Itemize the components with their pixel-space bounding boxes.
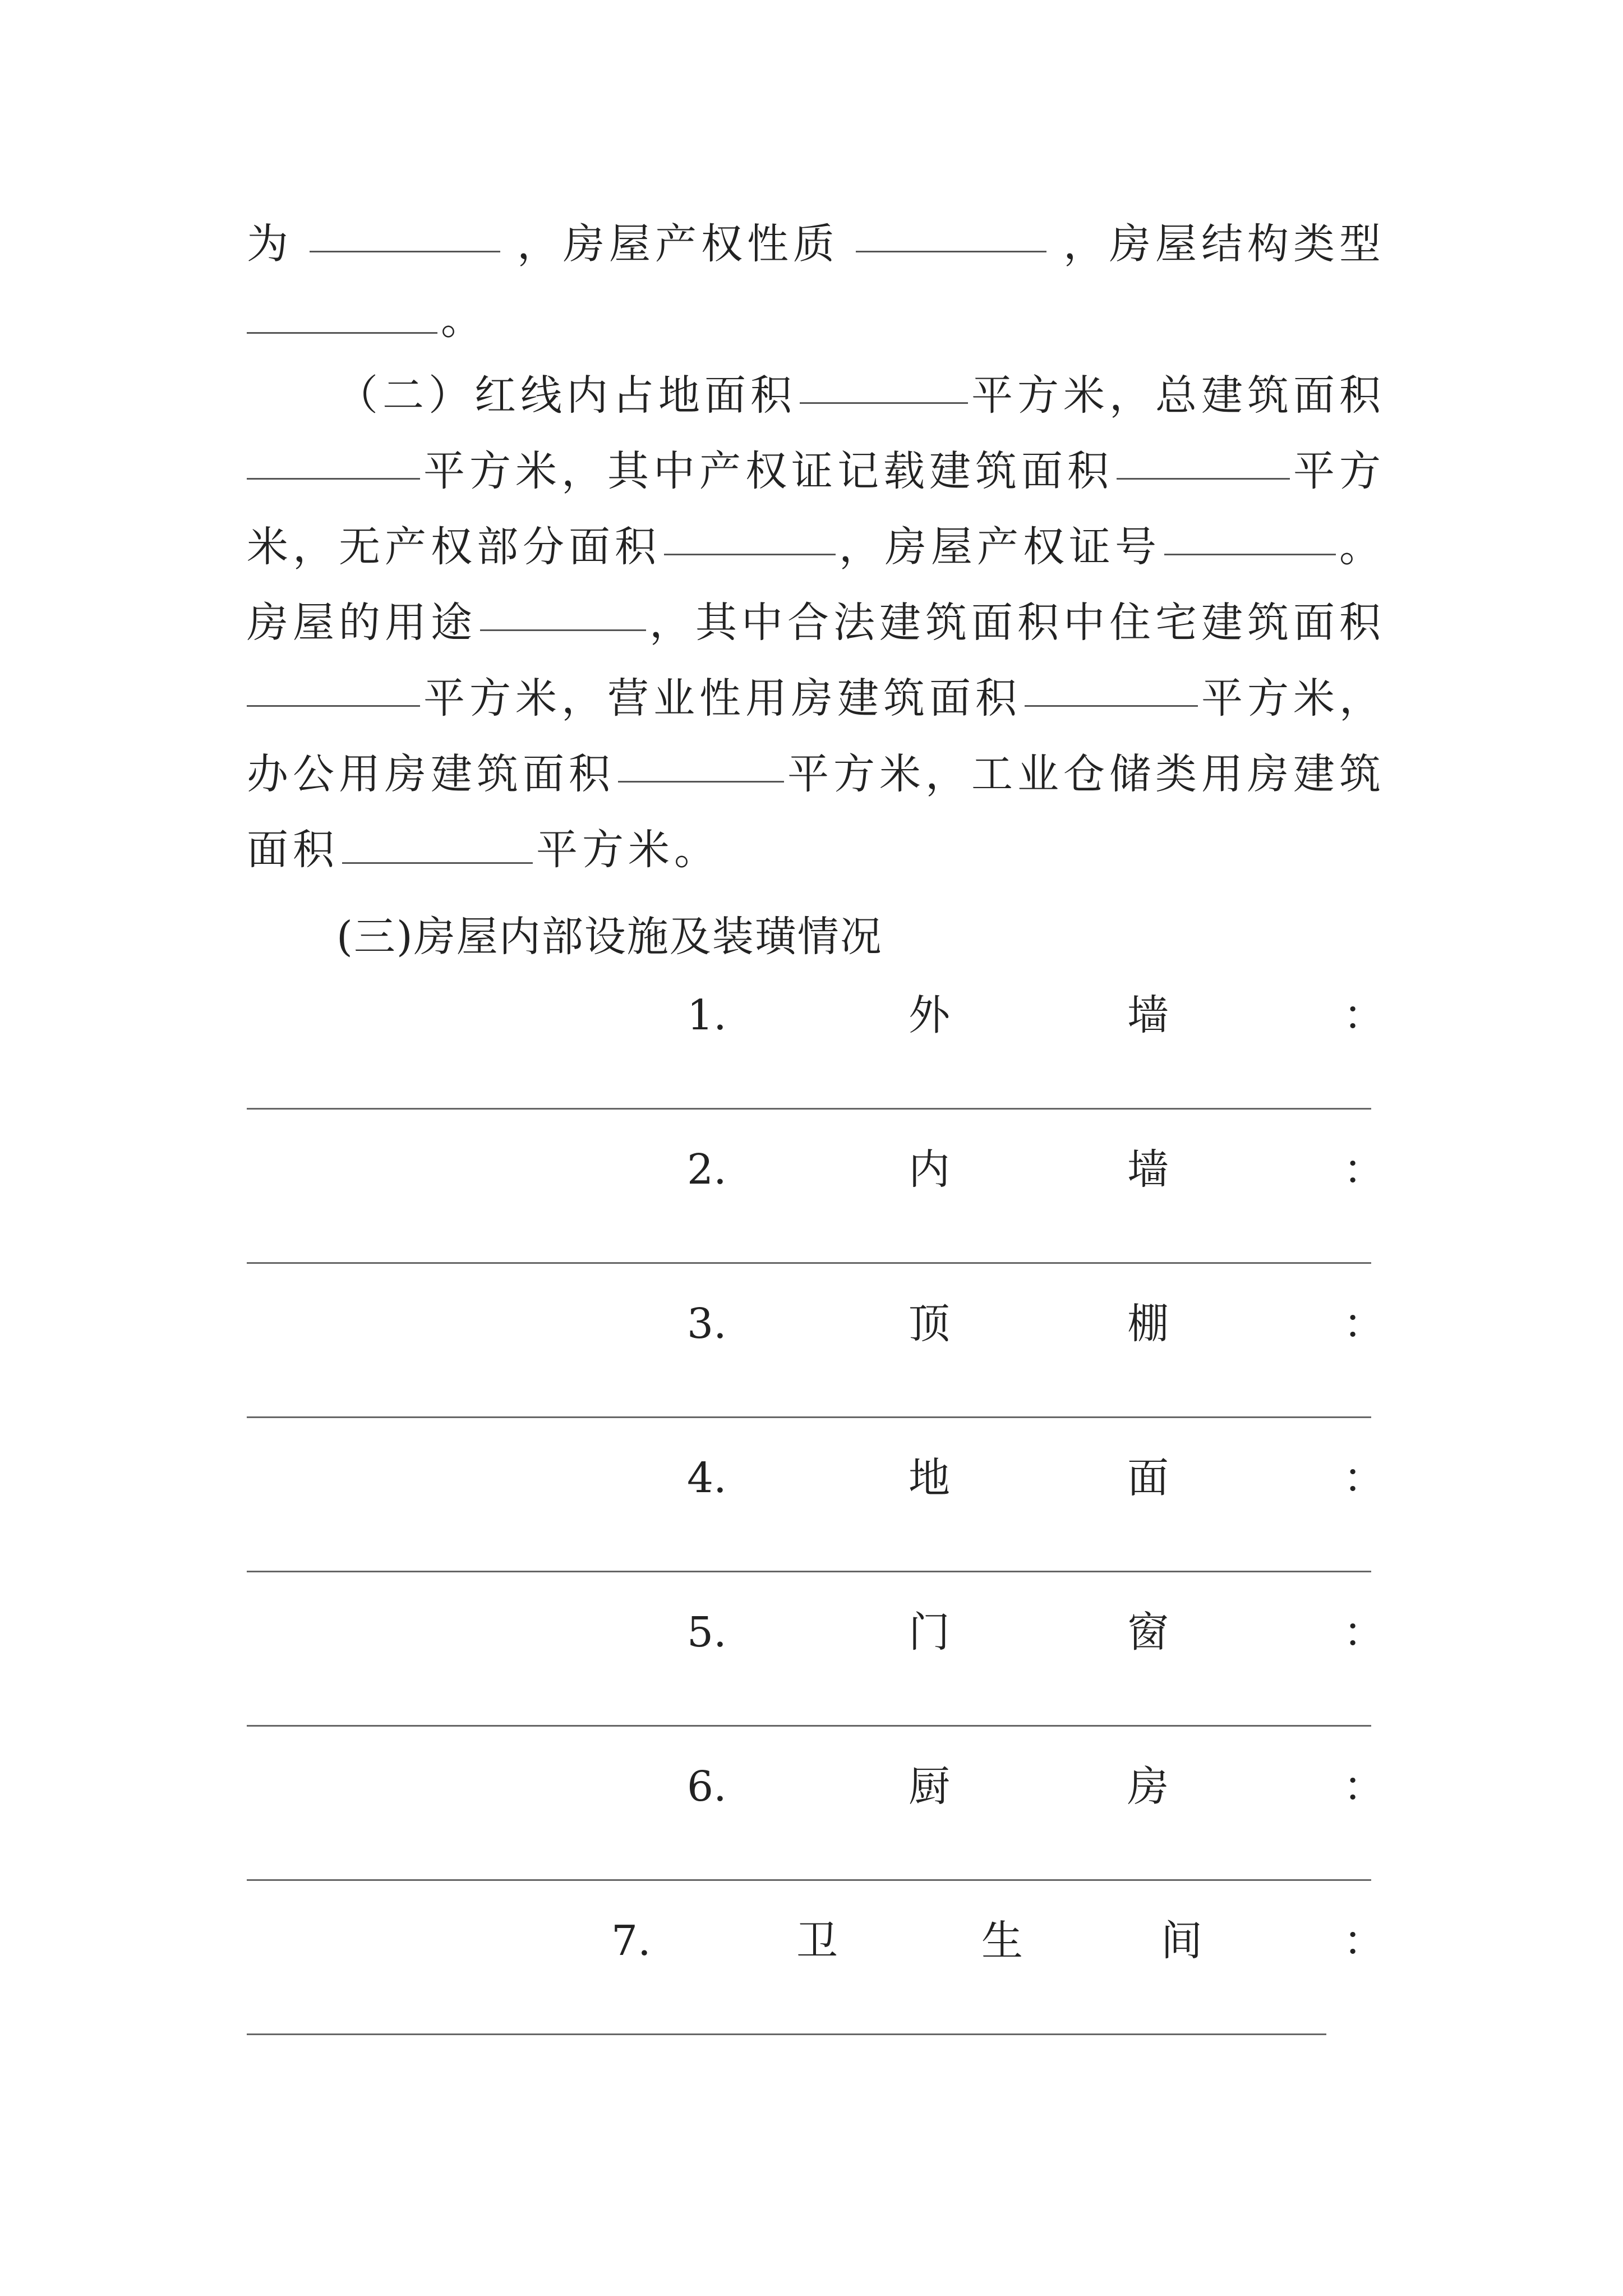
text: 为 bbox=[247, 220, 293, 268]
fill-blank[interactable] bbox=[664, 519, 836, 555]
fill-line[interactable] bbox=[247, 2033, 1326, 2035]
para2-line3 bbox=[247, 519, 1385, 575]
text: 平方 bbox=[1293, 447, 1385, 495]
item-colon: ： bbox=[1343, 1300, 1385, 1348]
item-number: 7. bbox=[611, 1917, 651, 1965]
fill-line[interactable] bbox=[247, 1416, 1371, 1418]
fill-blank[interactable] bbox=[800, 367, 968, 404]
item-number: 5. bbox=[687, 1608, 727, 1657]
item-char: 门 bbox=[909, 1608, 950, 1657]
para2-line2 bbox=[247, 443, 1385, 499]
fill-blank[interactable] bbox=[342, 827, 533, 864]
text: 房屋的用途 bbox=[247, 599, 477, 647]
fill-blank[interactable] bbox=[247, 297, 437, 334]
para2-line5 bbox=[247, 670, 1385, 726]
fill-blank[interactable] bbox=[247, 443, 420, 480]
text: ，房屋产权证号 bbox=[839, 523, 1161, 571]
item-char: 间 bbox=[1161, 1917, 1202, 1965]
item-char: 顶 bbox=[909, 1300, 950, 1348]
fill-blank[interactable] bbox=[1117, 443, 1290, 480]
fill-blank[interactable] bbox=[1025, 670, 1198, 707]
fill-line[interactable] bbox=[247, 1571, 1371, 1572]
item-char: 棚 bbox=[1127, 1300, 1169, 1348]
fill-line[interactable] bbox=[247, 1108, 1371, 1110]
item-char: 厨 bbox=[909, 1763, 950, 1811]
list-item bbox=[0, 987, 1623, 1043]
text: 平方米， bbox=[1201, 674, 1385, 723]
item-char: 生 bbox=[981, 1917, 1023, 1965]
item-char: 面 bbox=[1127, 1454, 1169, 1502]
item-colon: ： bbox=[1343, 1608, 1385, 1657]
fill-blank[interactable] bbox=[856, 216, 1046, 252]
item-char: 地 bbox=[909, 1454, 950, 1502]
section-heading: (三)房屋内部设施及装璜情况 bbox=[336, 913, 883, 961]
para2-line7 bbox=[247, 822, 1385, 878]
fill-blank[interactable] bbox=[310, 216, 500, 252]
item-colon: ： bbox=[1343, 1454, 1385, 1502]
item-number: 4. bbox=[687, 1454, 727, 1502]
list-item bbox=[0, 1296, 1623, 1352]
text: 米，无产权部分面积 bbox=[247, 523, 661, 571]
item-number: 3. bbox=[687, 1300, 727, 1348]
item-char: 卫 bbox=[796, 1917, 838, 1965]
item-char: 墙 bbox=[1127, 1145, 1169, 1194]
text: ，房屋产权性质 bbox=[517, 220, 839, 268]
fill-blank[interactable] bbox=[247, 670, 420, 707]
list-item bbox=[0, 1142, 1623, 1198]
list-item bbox=[0, 1759, 1623, 1815]
para2-line4 bbox=[247, 595, 1385, 651]
para2-line6 bbox=[247, 746, 1385, 802]
item-number: 1. bbox=[687, 991, 727, 1039]
list-item bbox=[0, 1913, 1623, 1969]
item-colon: ： bbox=[1343, 1917, 1385, 1965]
text: （二）红线内占地面积 bbox=[336, 371, 796, 420]
item-char: 外 bbox=[909, 991, 950, 1039]
text: ，其中合法建筑面积中住宅建筑面积 bbox=[649, 599, 1385, 647]
item-number: 6. bbox=[687, 1763, 727, 1811]
list-item bbox=[0, 1604, 1623, 1660]
text: 平方米。 bbox=[536, 826, 720, 874]
text: 平方米，其中产权证记载建筑面积 bbox=[423, 447, 1113, 495]
text: 。 bbox=[1339, 523, 1385, 571]
fill-blank[interactable] bbox=[1164, 519, 1336, 555]
item-colon: ： bbox=[1343, 1145, 1385, 1194]
para1-line1 bbox=[247, 216, 1385, 272]
text: 平方米，总建筑面积 bbox=[971, 371, 1385, 420]
fill-line[interactable] bbox=[247, 1262, 1371, 1264]
item-char: 墙 bbox=[1127, 991, 1169, 1039]
text: ，房屋结构类型 bbox=[1063, 220, 1385, 268]
text: 。 bbox=[441, 296, 487, 344]
item-colon: ： bbox=[1343, 991, 1385, 1039]
list-item bbox=[0, 1450, 1623, 1506]
item-char: 房 bbox=[1127, 1763, 1169, 1811]
para2-line1 bbox=[336, 367, 1385, 424]
text: 平方米，营业性用房建筑面积 bbox=[423, 674, 1021, 723]
item-char: 内 bbox=[909, 1145, 950, 1194]
fill-blank[interactable] bbox=[480, 595, 646, 631]
text: 办公用房建筑面积 bbox=[247, 750, 615, 798]
para1-line2 bbox=[247, 292, 1385, 348]
text: 平方米，工业仓储类用房建筑 bbox=[787, 750, 1385, 798]
item-char: 窗 bbox=[1127, 1608, 1169, 1657]
fill-line[interactable] bbox=[247, 1879, 1371, 1881]
fill-blank[interactable] bbox=[618, 746, 784, 783]
fill-line[interactable] bbox=[247, 1725, 1371, 1727]
text: 面积 bbox=[247, 826, 339, 874]
item-colon: ： bbox=[1343, 1763, 1385, 1811]
item-number: 2. bbox=[687, 1145, 727, 1194]
